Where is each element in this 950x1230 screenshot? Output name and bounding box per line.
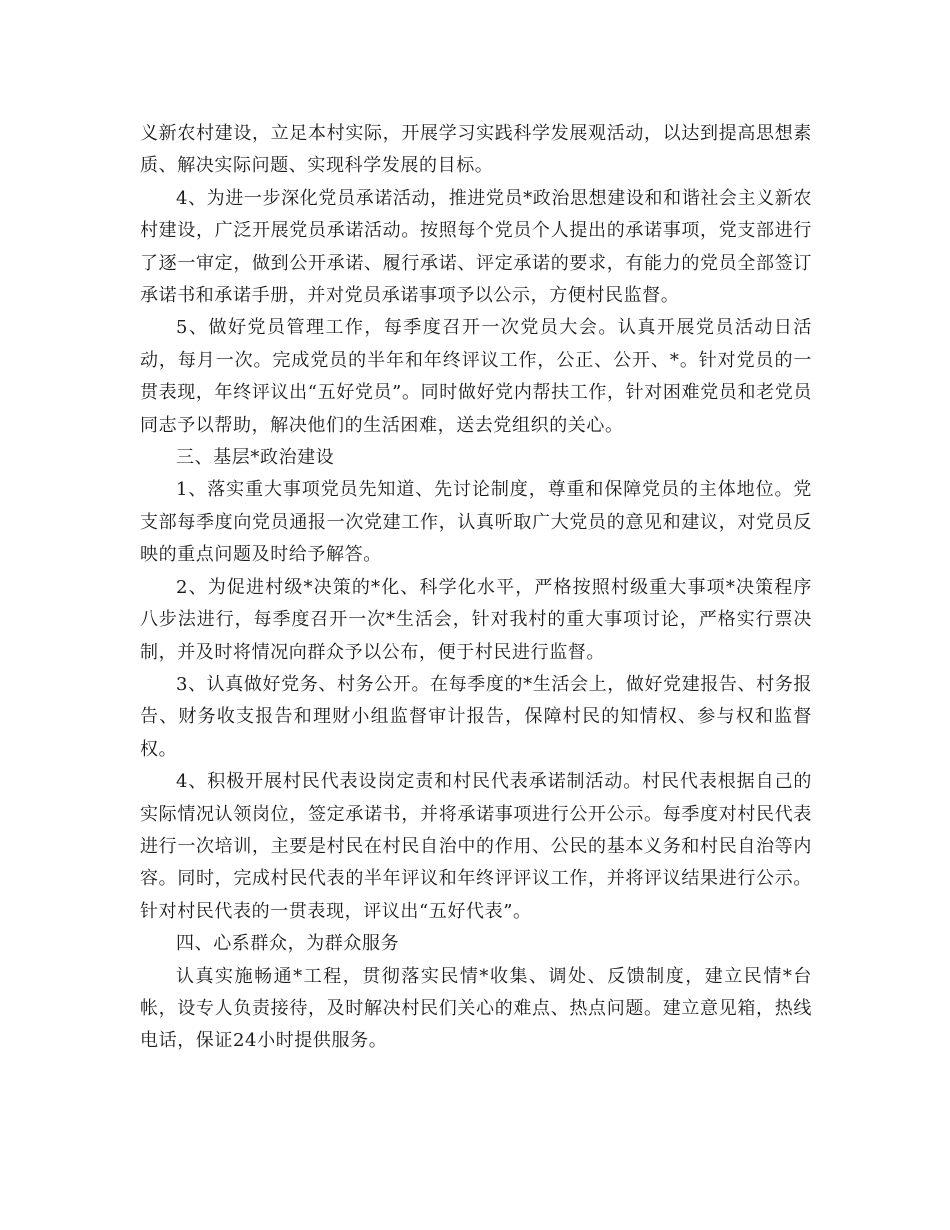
paragraph-item-3-openness: 3、认真做好党务、村务公开。在每季度的*生活会上，做好党建报告、村务报告、财务收支报告和理财小组监督审计报告，保障村民的知情权、参与权和监督权。 (140, 673, 812, 760)
paragraph-item-4-village-representatives: 4、积极开展村民代表设岗定责和村民代表承诺制活动。村民代表根据自己的实际情况认领岗位，签定承诺书，并将承诺事项进行公开公示。每季度对村民代表进行一次培训，主要是村民在村民自治中的作用、公民的基本义务和村民自治等内容。同时，完成村民代表的半年评议和年终评评议工作，并将评议结果进行公示。针对村民代表的一贯表现，评议出“五好代表”。 (140, 771, 812, 922)
paragraph-item-1-major-matters: 1、落实重大事项党员先知道、先讨论制度，尊重和保障党员的主体地位。党支部每季度向党员通报一次党建工作，认真听取广大党员的意见和建议，对党员反映的重点问题及时给予解答。 (140, 479, 812, 566)
paragraph-item-5-member-management: 5、做好党员管理工作，每季度召开一次党员大会。认真开展党员活动日活动，每月一次。完成党员的半年和年终评议工作，公正、公开、*。针对党员的一贯表现，年终评议出“五好党员”。同时做好党内帮扶工作，针对困难党员和老党员同志予以帮助，解决他们的生活困难，送去党组织的关心。 (140, 317, 812, 436)
document-body (140, 118, 812, 1058)
paragraph-continuation: 义新农村建设，立足本村实际，开展学习实践科学发展观活动，以达到提高思想素质、解决实际问题、实现科学发展的目标。 (140, 123, 812, 177)
paragraph-item-4-party-commitment: 4、为进一步深化党员承诺活动，推进党员*政治思想建设和和谐社会主义新农村建设，广泛开展党员承诺活动。按照每个党员个人提出的承诺事项，党支部进行了逐一审定，做到公开承诺、履行承诺、评定承诺的要求，有能力的党员全部签订承诺书和承诺手册，并对党员承诺事项予以公示，方便村民监督。 (140, 187, 812, 307)
paragraph-item-2-decision-making: 2、为促进村级*决策的*化、科学化水平，严格按照村级重大事项*决策程序八步法进行，每季度召开一次*生活会，针对我村的重大事项讨论，严格实行票决制，并及时将情况向群众予以公布，便于村民进行监督。 (140, 576, 812, 663)
section-heading-4: 四、心系群众，为群众服务 (176, 933, 400, 955)
section-heading-3: 三、基层*政治建设 (176, 447, 335, 469)
paragraph-public-service: 认真实施畅通*工程，贯彻落实民情*收集、调处、反馈制度，建立民情*台帐，设专人负责接待，及时解决村民们关心的难点、热点问题。建立意见箱，热线电话，保证24小时提供服务。 (140, 965, 812, 1052)
